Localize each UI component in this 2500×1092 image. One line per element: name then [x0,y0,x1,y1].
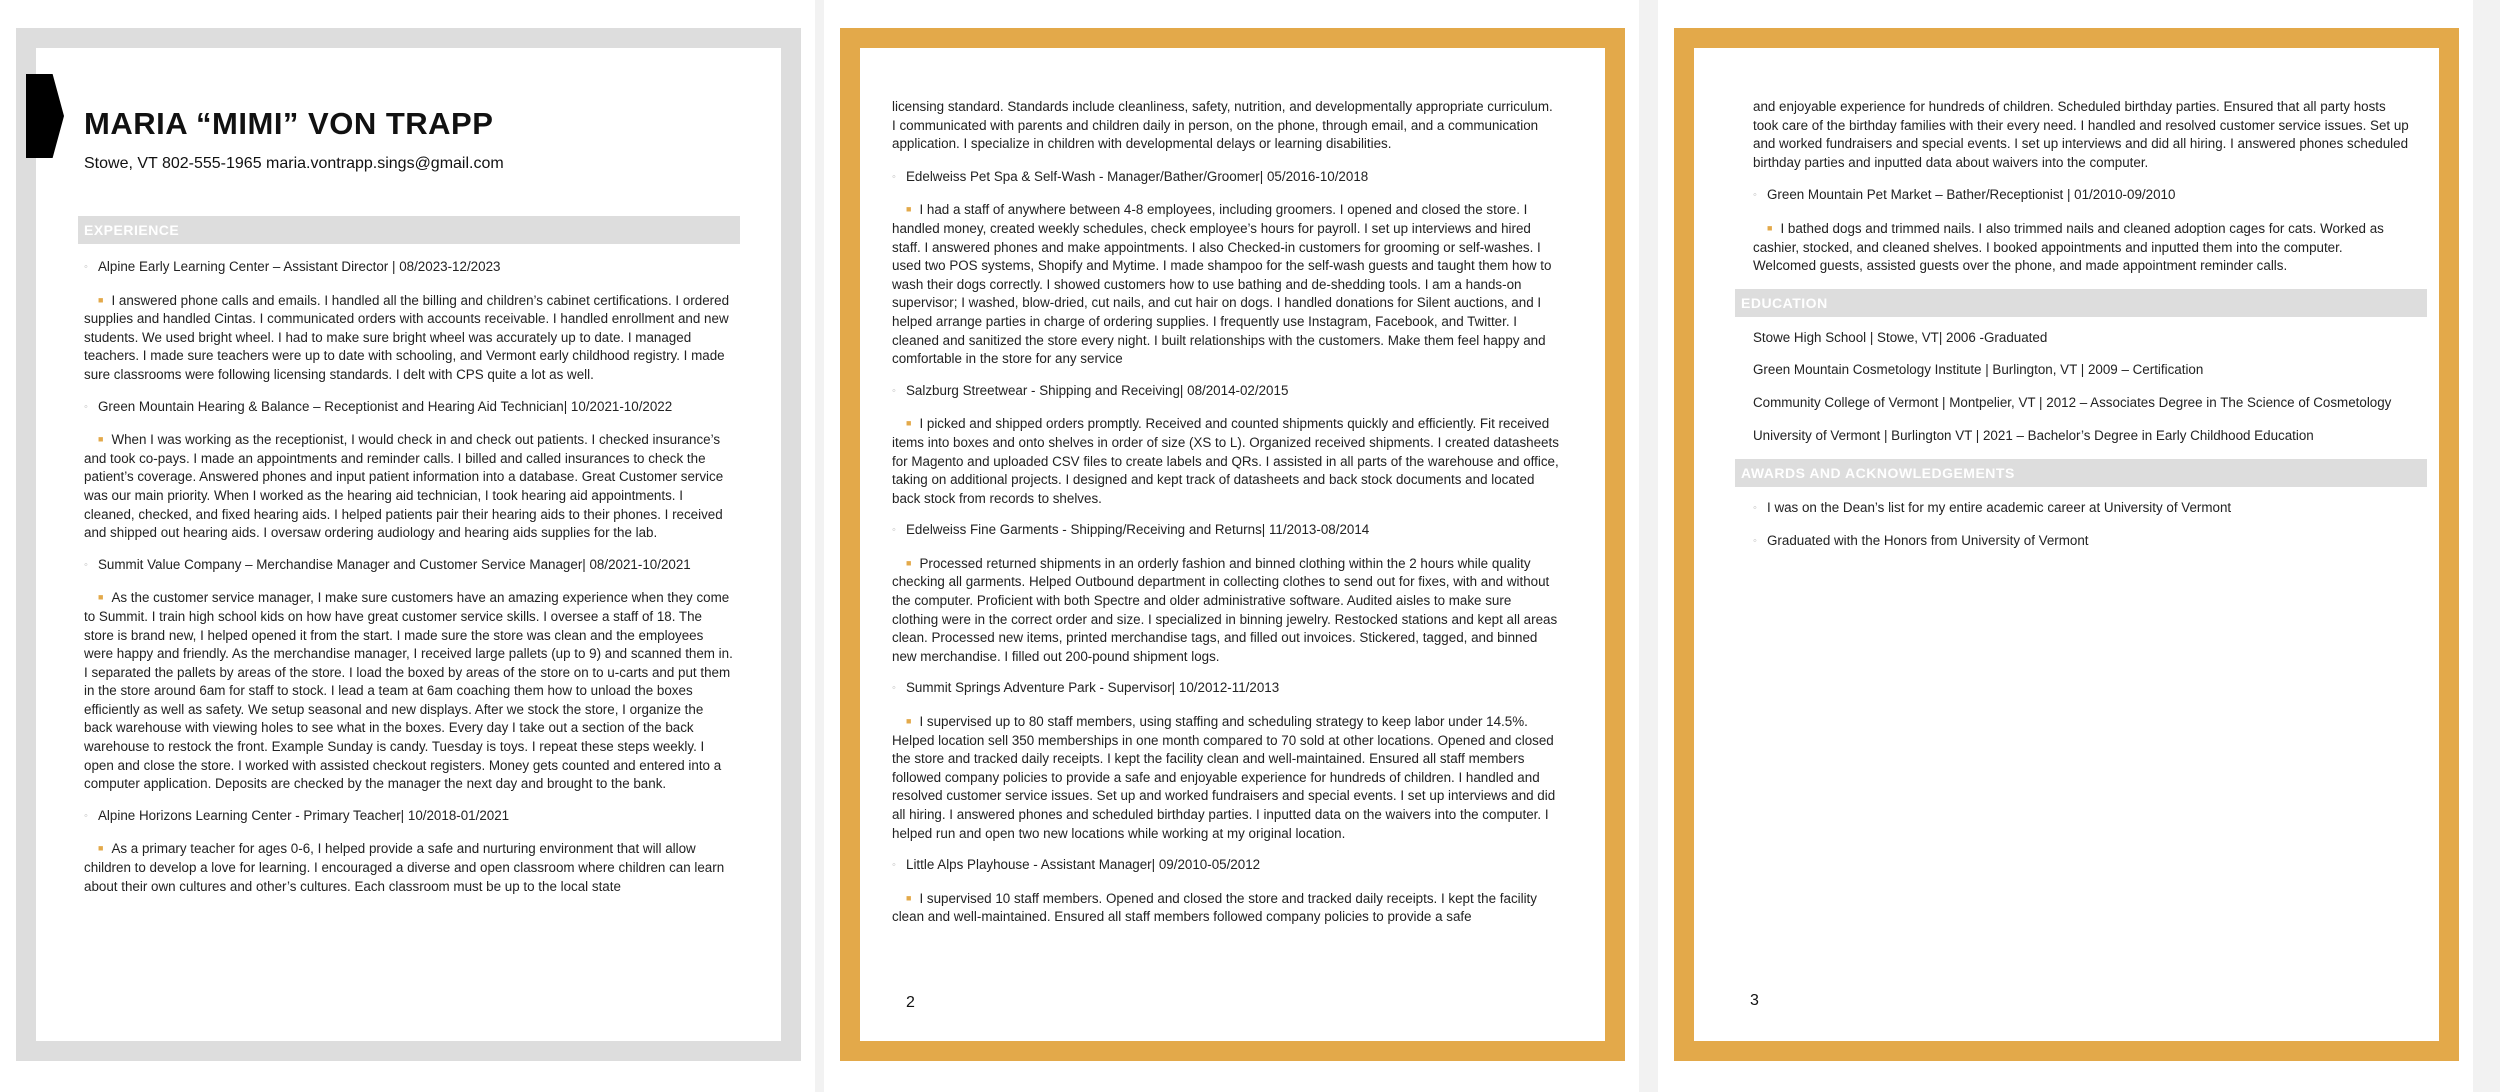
job-title: ◦ Edelweiss Pet Spa & Self-Wash - Manager/Bather/Groomer| 05/2016-10/2018 [892,168,1559,187]
job-title: ◦ Edelweiss Fine Garments - Shipping/Receiving and Returns| 11/2013-08/2014 [892,521,1559,540]
bullet-icon: ■ [98,294,104,305]
education-entry: Stowe High School | Stowe, VT| 2006 -Graduated [1753,329,2048,345]
job-description: As a primary teacher for ages 0-6, I helped provide a safe and nurturing environment that will allow children to develop a love for learning. I encouraged a diverse and open classroom where children can learn about their own cultures and other’s cultures. Each classroom must be up to the local state [84,841,725,894]
job-entry [892,856,1559,927]
job-entry [892,168,1559,369]
job-entry [1753,186,2409,275]
job-description: I bathed dogs and trimmed nails. I also trimmed nails and cleaned adoption cages for cats. Worked as cashier, stocked, and cleaned shelves. I booked appointments and inputted them into the computer. Welcomed guests, assisted guests over the phone, and made appointment reminder calls. [1753,220,2384,274]
job-description: I answered phone calls and emails. I handled all the billing and children’s cabinet certifications. I ordered supplies and handled Cintas. I communicated orders with accounts receivable. I handled enrollment and new students. We used bright wheel. I had to make sure bright wheel was accurately up to date. I managed teachers. I made sure teachers were up to date with schooling, and Vermont early childhood registry. I made sure classrooms were following licensing standards. I delt with CPS quite a lot as well. [84,292,730,382]
page-number: 3 [1750,992,1759,1009]
job-entry [84,398,734,543]
resume-name: MARIA “MIMI” VON TRAPP [84,106,494,141]
job-entry [84,807,734,896]
bullet-icon: ■ [98,843,104,854]
job-entry [892,679,1559,843]
continued-text: licensing standard. Standards include cleanliness, safety, nutrition, and developmentally appropriate curriculum. I communicated with parents and children daily in person, on the phone, through email, and a communication application. I specialize in children with developmental delays or learning disabilities. [892,99,1553,152]
education-entry: Community College of Vermont | Montpelier, VT | 2012 – Associates Degree in The Science of Cosmetology [1753,394,2392,410]
bullet-icon: ■ [98,434,104,445]
bullet-icon: ■ [906,557,912,568]
education-entry: Green Mountain Cosmetology Institute | Burlington, VT | 2009 – Certification [1753,362,2204,378]
job-description: I supervised up to 80 staff members, using staffing and scheduling strategy to keep labor under 14.5%. Helped location sell 350 memberships in one month compared to 70 sold at other locations. Opened and closed the store and tracked daily receipts. I kept the facility clean and well-maintained. Ensured all staff members followed company policies to provide a safe and enjoyable experience for hundreds of children. I handled and resolved customer service issues. Set up and worked fundraisers and special events. I set up interviews and did all hiring. I answered phones and scheduled birthday parties. I inputted data on the waivers into the computer. I helped run and open two new locations while working at my original location. [892,714,1556,841]
page-number: 2 [906,994,915,1011]
job-title: ◦ Summit Value Company – Merchandise Manager and Customer Service Manager| 08/2021-10/2021 [84,556,734,575]
job-title: ◦ Green Mountain Hearing & Balance – Receptionist and Hearing Aid Technician| 10/2021-10/2022 [84,398,734,417]
bullet-icon: ■ [1767,222,1773,233]
award-item: ◦ I was on the Dean’s list for my entire academic career at University of Vermont [1753,499,2409,518]
job-entry [84,556,734,794]
job-description: Processed returned shipments in an orderly fashion and binned clothing within the 2 hours while quality checking all garments. Helped Outbound department in collecting clothes to send out for fixes, with and without the computer. Proficient with both Spectre and older administrative software. Audited aisles to make sure clothing were in the correct order and size. I specialized in binning jewelry. Restocked stations and kept all areas clean. Processed new items, printed merchandise tags, and filled out invoices. Stickered, tagged, and binned new merchandise. I filled out 200-pound shipment logs. [892,555,1558,664]
job-title: ◦ Little Alps Playhouse - Assistant Manager| 09/2010-05/2012 [892,856,1559,875]
awards-heading: AWARDS AND ACKNOWLEDGEMENTS [1735,459,2427,487]
education-heading: EDUCATION [1735,289,2427,317]
bullet-icon: ■ [906,418,912,429]
continued-text: and enjoyable experience for hundreds of children. Scheduled birthday parties. Ensured that all party hosts took care of the birthday families with their every need. I handled and resolved customer service issues. Set up and worked fundraisers and special events. I set up interviews and did all hiring. I answered phones scheduled birthday parties and inputted data about waivers into the computer. [1753,99,2409,170]
page-1-content [84,258,734,909]
job-entry [892,382,1559,509]
page-1 [0,0,815,1092]
bullet-icon: ■ [98,592,104,603]
award-item: ◦ Graduated with the Honors from University of Vermont [1753,532,2409,551]
job-entry [892,521,1559,666]
bullet-icon: ■ [906,892,912,903]
education-entry: University of Vermont | Burlington VT | 2021 – Bachelor’s Degree in Early Childhood Education [1753,427,2314,443]
job-title: ◦ Alpine Early Learning Center – Assistant Director | 08/2023-12/2023 [84,258,734,277]
page-2-content [892,98,1559,940]
job-title: ◦ Green Mountain Pet Market – Bather/Receptionist | 01/2010-09/2010 [1753,186,2409,205]
experience-heading: EXPERIENCE [78,216,740,244]
bullet-icon: ■ [906,204,912,215]
page-3-content [1741,98,2409,564]
job-entry [84,258,734,385]
job-title: ◦ Alpine Horizons Learning Center - Primary Teacher| 10/2018-01/2021 [84,807,734,826]
job-description: I picked and shipped orders promptly. Received and counted shipments quickly and efficiently. Fit received items into boxes and onto shelves in order of size (XS to L). Organized received shipments. I created datasheets for Magento and uploaded CSV files to create labels and QRs. I assisted in all parts of the warehouse and office, taking on additional projects. I designed and kept track of datasheets and back stock documents and located back stock from records to shelves. [892,416,1559,506]
job-title: ◦ Summit Springs Adventure Park - Supervisor| 10/2012-11/2013 [892,679,1559,698]
job-description: I supervised 10 staff members. Opened and closed the store and tracked daily receipts. I kept the facility clean and well-maintained. Ensured all staff members followed company policies to provide a safe [892,890,1537,925]
job-title: ◦ Salzburg Streetwear - Shipping and Receiving| 08/2014-02/2015 [892,382,1559,401]
bullet-icon: ■ [906,716,912,727]
contact-info: Stowe, VT 802-555-1965 maria.vontrapp.sings@gmail.com [84,155,504,172]
page-2 [824,0,1639,1092]
job-description: When I was working as the receptionist, I would check in and check out patients. I checked insurance’s and took co-pays. I made an appointments and reminder calls. I billed and called insurances to check the patient’s coverage. Answered phones and input patient information into a database. Great Customer service was our main priority. When I worked as the hearing aid technician, I took hearing aid appointments. I cleaned, checked, and fixed hearing aids. I helped patients pair their hearing aids to their phones. I received and shipped out hearing aids. I oversaw ordering audiology and hearing aids supplies for the lab. [84,432,724,541]
job-description: As the customer service manager, I make sure customers have an amazing experience when they come to Summit. I train high school kids on how have great customer service skills. I oversee a staff of 18. The store is brand new, I helped opened it from the start. I made sure the store was clean and the employees were happy and friendly. As the merchandise manager, I received large pallets (up to 9) and scanned them in. I separated the pallets by areas of the store. I load the boxed by areas of the store on to u-carts and put them in the store around 6am for staff to stock. I lead a team at 6am coaching them how to unload the boxes efficiently as well as safety. We setup seasonal and new displays. After we stock the store, I organize the back warehouse with viewing holes to see what in the boxes. Every day I take out a section of the back warehouse to restock the front. Example Sunday is candy. Tuesday is toys. I repeat these steps weekly. I open and close the store. I worked with assisted checkout registers. Money gets counted and entered into a computer application. Deposits are checked by the manager the next day and brought to the bank. [84,590,733,792]
page-3 [1658,0,2473,1092]
job-description: I had a staff of anywhere between 4-8 employees, including groomers. I opened and closed the store. I handled money, created weekly schedules, check employee’s hours for payroll. I set up interviews and hired staff. I answered phones and make appointments. I also Checked-in customers for grooming or self-washes. I used two POS systems, Shopify and Mytime. I made shampoo for the self-wash guests and taught them how to wash their dogs correctly. I showed customers how to use bathing and de-shedding tools. I am a hands-on supervisor; I washed, blow-dried, cut nails, and cut hair on dogs. I handled donations for Silent auctions, and I helped arrange parties in charge of ordering supplies. I frequently use Instagram, Facebook, and Twitter. I cleaned and sanitized the store every night. I built relationships with the customers. Make them feel happy and comfortable in the store for any service [892,202,1552,367]
